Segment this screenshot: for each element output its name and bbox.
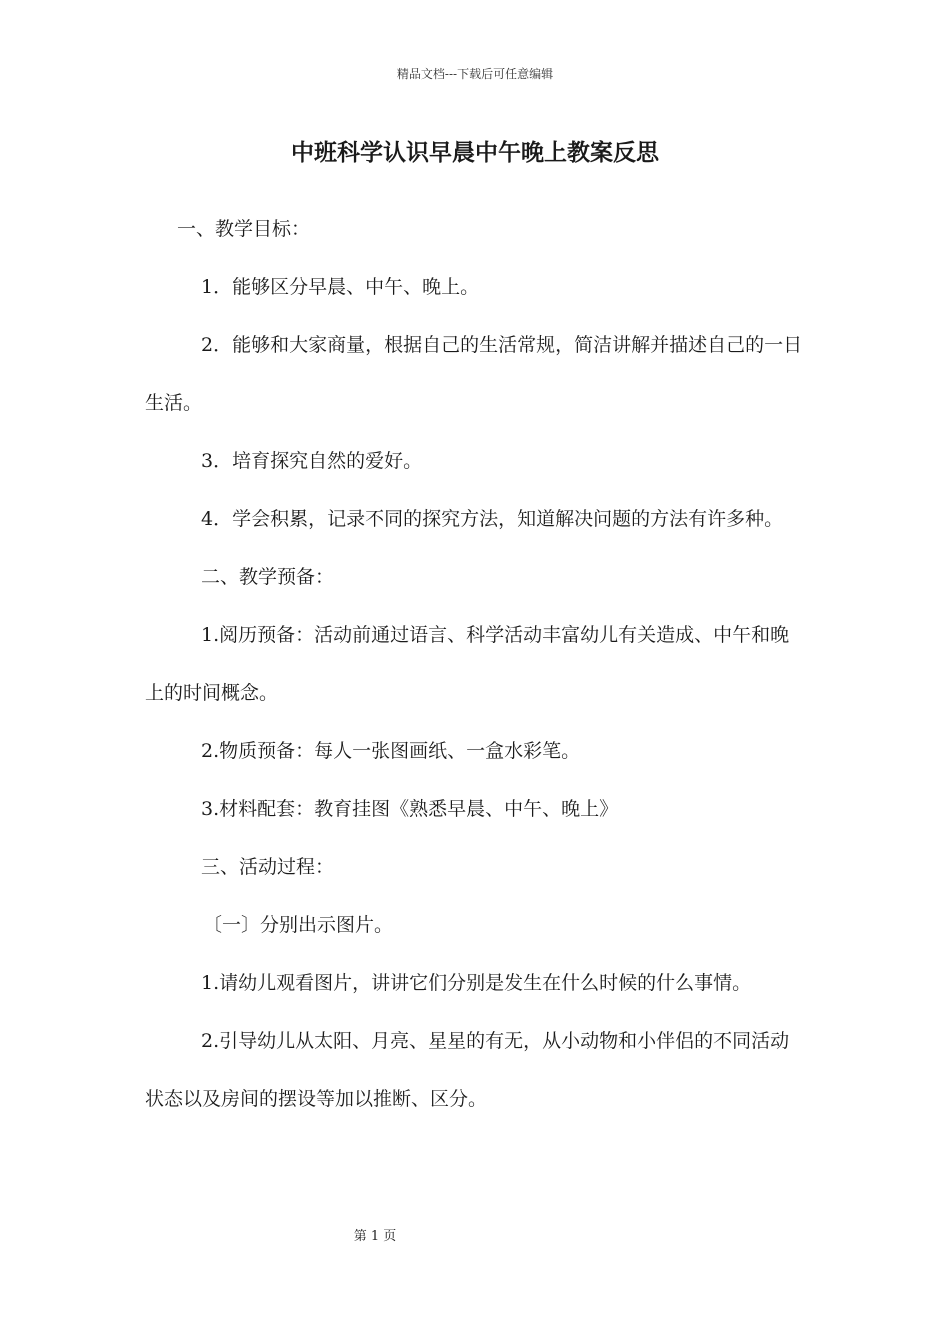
paragraph: 2．能够和大家商量，根据自己的生活常规，简洁讲解并描述自己的一日生活。 <box>145 334 803 414</box>
paragraph: 2.物质预备：每人一张图画纸、一盒水彩笔。 <box>201 740 581 762</box>
paragraph: 1.请幼儿观看图片，讲讲它们分别是发生在什么时候的什么事情。 <box>201 972 752 994</box>
section-heading-process: 三、活动过程： <box>201 856 335 878</box>
document-title: 中班科学认识早晨中午晚上教案反思 <box>291 139 659 166</box>
page-header: 精品文档---下载后可任意编辑 <box>396 67 554 81</box>
document-body <box>145 200 807 1128</box>
paragraph: 1．能够区分早晨、中午、晚上。 <box>201 276 480 298</box>
page-number: 第 1 页 <box>353 1229 397 1244</box>
paragraph: 2.引导幼儿从太阳、月亮、星星的有无，从小动物和小伴侣的不同活动状态以及房间的摆设等加以推断、区分。 <box>145 1030 790 1110</box>
paragraph: 3．培育探究自然的爱好。 <box>201 450 423 472</box>
section-heading-objectives: 一、教学目标： <box>177 218 311 240</box>
paragraph: 4．学会积累，记录不同的探究方法，知道解决问题的方法有许多种。 <box>201 508 784 530</box>
subsection-heading: 〔一〕分别出示图片。 <box>203 914 394 936</box>
section-heading-preparation: 二、教学预备： <box>201 566 335 588</box>
paragraph: 1.阅历预备：活动前通过语言、科学活动丰富幼儿有关造成、中午和晚上的时间概念。 <box>145 624 790 704</box>
paragraph: 3.材料配套：教育挂图《熟悉早晨、中午、晚上》 <box>201 798 619 820</box>
